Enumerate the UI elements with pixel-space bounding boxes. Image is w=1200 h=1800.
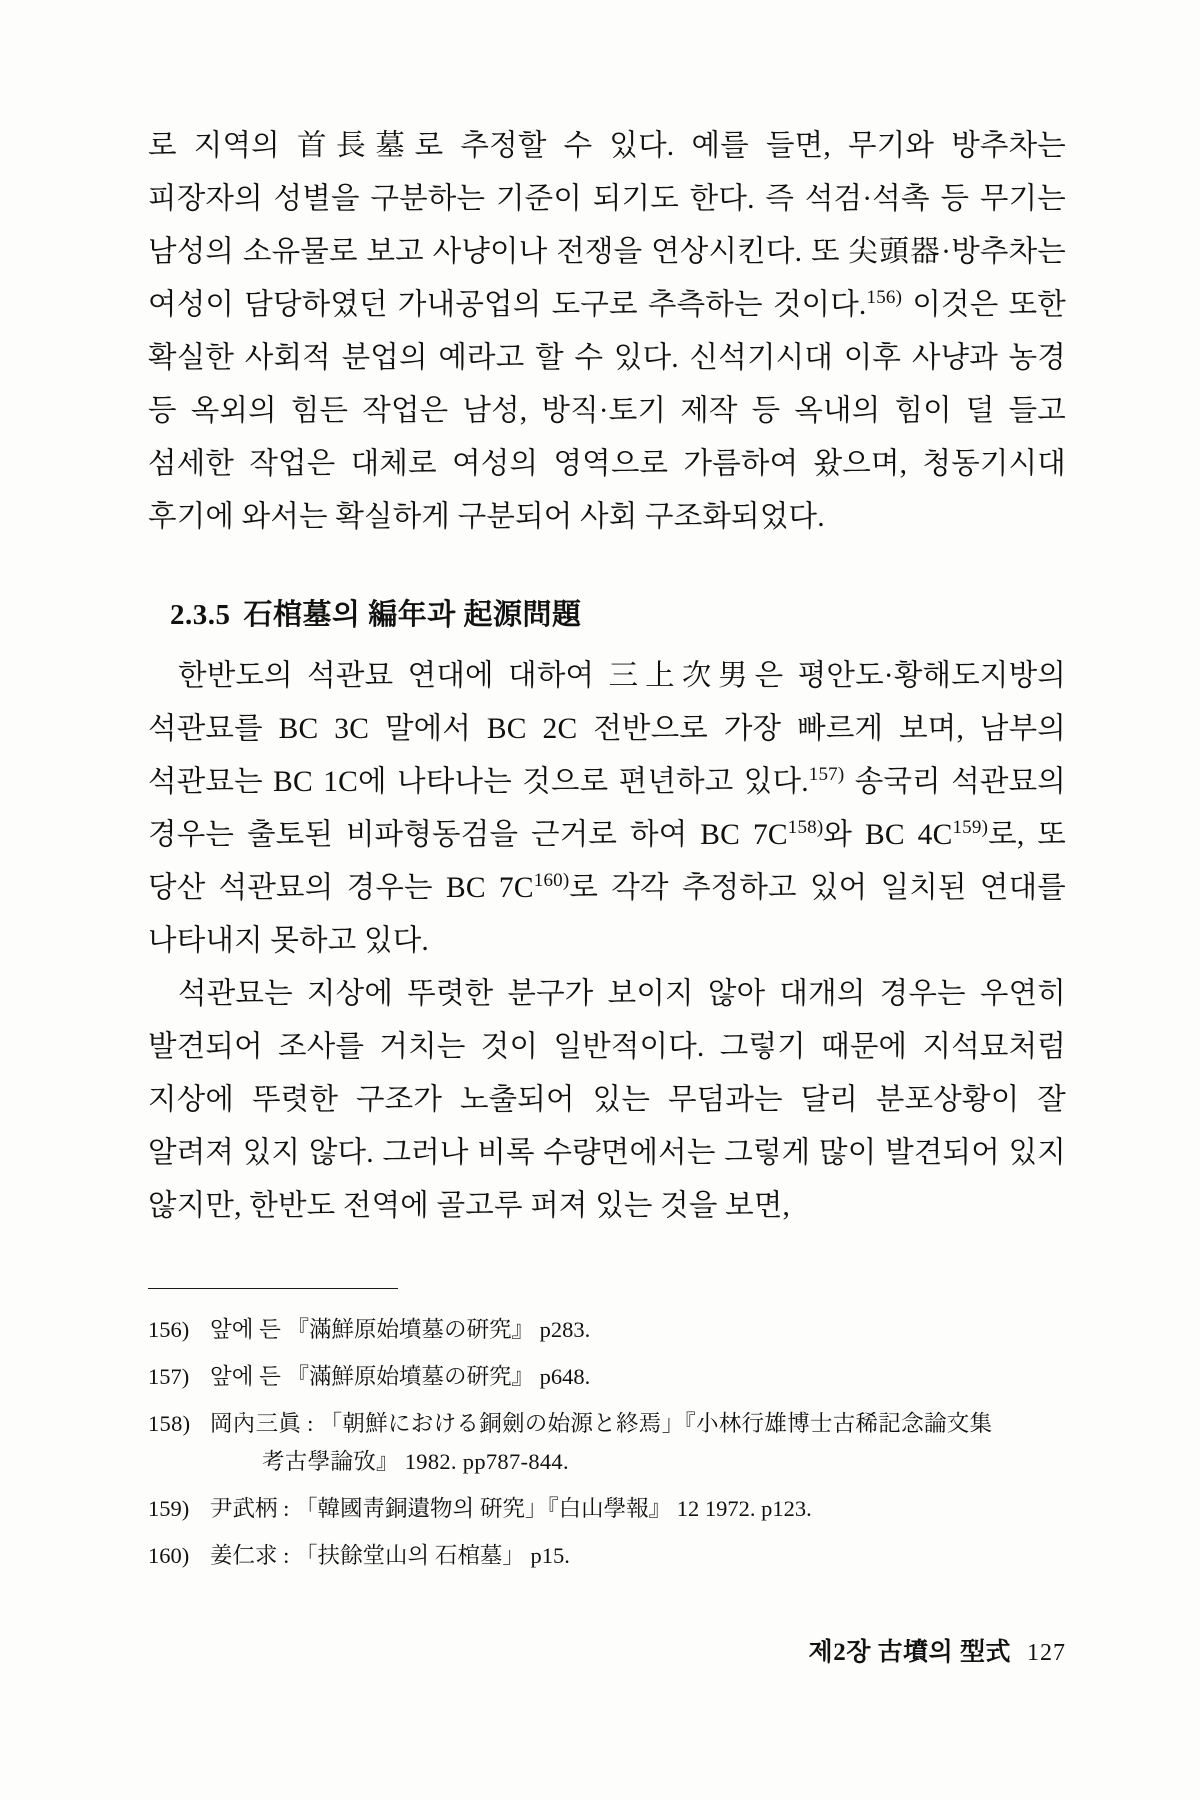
footnote-reference: 160): [533, 870, 570, 892]
page-body-content: [148, 120, 1066, 1233]
footnote-reference: 158): [787, 817, 824, 839]
section-title: 石棺墓의 編年과 起源問題: [243, 599, 582, 631]
footnote-text: 尹武柄 : 「韓國靑銅遺物의 硏究」『白山學報』 12 1972. p123.: [210, 1496, 812, 1521]
footnote-text: [210, 1405, 1066, 1481]
footnote-text-line2: 考古學論攷』 1982. pp787-844.: [262, 1449, 569, 1474]
footnote-marker: 160): [148, 1543, 190, 1568]
chapter-title: 제2장 古墳의 型式: [808, 1639, 1011, 1666]
body-paragraph: 로 지역의 首長墓로 추정할 수 있다. 예를 들면, 무기와 방추차는 피장자의 성별을 구분하는 기준이 되기도 한다. 즉 석검·석촉 등 무기는 남성의 소유물로 보고 사냥이나 전쟁을 연상시킨다. 또 尖頭器·방추차는 여성이 담당하였던 가내공업의 도구로 추측하는 것이다.$^{156)}$ 이것은 또한 확실한 사회적 분업의 예라고 할 수 있다. 신석기시대 이후 사냥과 농경 등 옥외의 힘든 작업은 남성, 방직·토기 제작 등 옥내의 힘이 덜 들고 섬세한 작업은 대체로 여성의 영역으로 가름하여 왔으며, 청동기시대 후기에 와서는 확실하게 구분되어 사회 구조화되었다.: [148, 130, 1067, 533]
footnote-item: [148, 1311, 1066, 1349]
footnote-marker: 159): [148, 1496, 190, 1521]
footnote-text: 앞에 든 『滿鮮原始墳墓の硏究』 p648.: [210, 1364, 591, 1389]
page-number: 127: [1027, 1640, 1066, 1666]
footnote-item: [148, 1358, 1066, 1396]
footnote-reference: 159): [952, 817, 989, 839]
footnote-marker: 157): [148, 1364, 190, 1389]
footnote-text: 앞에 든 『滿鮮原始墳墓の硏究』 p283.: [210, 1317, 591, 1342]
footnote-text-line1: 岡內三眞 : 「朝鮮における銅劍の始源と終焉」『小林行雄博士古稀記念論文集: [210, 1411, 993, 1436]
body-paragraph: 한반도의 석관묘 연대에 대하여 三上次男은 평안도·황해도지방의 석관묘를 BC 3C 말에서 BC 2C 전반으로 가장 빠르게 보며, 남부의 석관묘는 BC 1C에 나타나는 것으로 편년하고 있다.$^{157)}$ 송국리 석관묘의 경우는 출토된 비파형동검을 근거로 하여 BC $7C^{158)}$와 BC $4C^{159)}$로, 또 당산 석관묘의 경우는 BC $7C^{160)}$로 각각 추정하고 있어 일치된 연대를 나타내지 못하고 있다.: [148, 660, 1066, 957]
footnote-item: [148, 1490, 1066, 1528]
footnotes-block: [148, 1288, 1066, 1584]
section-heading: [170, 590, 1066, 640]
section-number: 2.3.5: [170, 599, 231, 631]
footnote-item: [148, 1537, 1066, 1575]
footnote-reference: 157): [808, 764, 845, 786]
footnote-reference: 156): [866, 287, 903, 309]
footnote-marker: 158): [148, 1411, 191, 1436]
running-footer: [148, 1632, 1066, 1668]
body-paragraph: 석관묘는 지상에 뚜렷한 분구가 보이지 않아 대개의 경우는 우연히 발견되어 조사를 거치는 것이 일반적이다. 그렇기 때문에 지석묘처럼 지상에 뚜렷한 구조가 노출되어 있는 무덤과는 달리 분포상황이 잘 알려져 있지 않다. 그러나 비록 수량면에서는 그렇게 많이 발견되어 있지 않지만, 한반도 전역에 골고루 퍼져 있는 것을 보면,: [148, 978, 1066, 1222]
footnote-text: 姜仁求 : 「扶餘堂山의 石棺墓」 p15.: [210, 1543, 570, 1568]
footnote-separator-rule: [148, 1288, 398, 1289]
footnote-marker: 156): [148, 1317, 190, 1342]
footnote-item: [148, 1405, 1066, 1481]
